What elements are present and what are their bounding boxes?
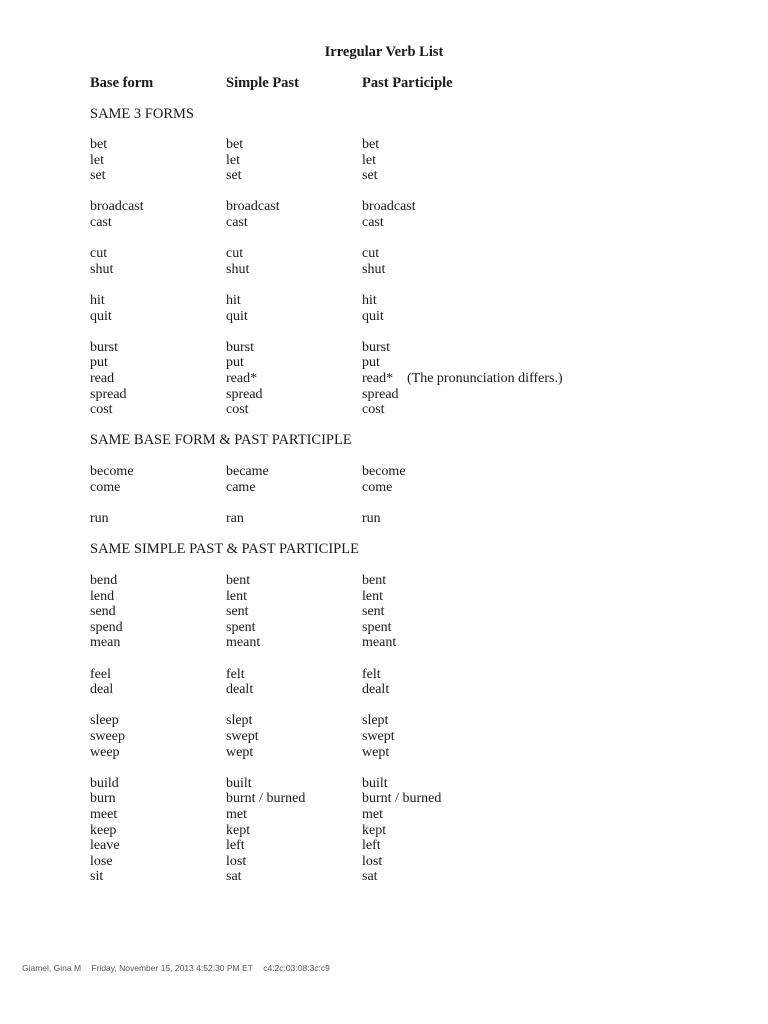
past-participle: set [362, 168, 378, 184]
base-form: bend [90, 573, 118, 588]
verb-row [0, 464, 768, 480]
page-title: Irregular Verb List [324, 44, 444, 60]
base-form: hit [90, 293, 105, 308]
verb-row [0, 807, 768, 823]
base-form: sit [90, 869, 104, 885]
simple-past: burst [226, 339, 254, 355]
simple-past: shut [226, 261, 250, 277]
header-base-form: Base form [90, 75, 154, 91]
past-participle: come [362, 479, 393, 495]
simple-past: spent [226, 619, 256, 635]
simple-past: came [226, 479, 256, 495]
past-participle: spread [362, 386, 399, 402]
simple-past: ran [226, 510, 244, 526]
header-simple-past: Simple Past [226, 75, 299, 91]
base-form: set [90, 168, 106, 184]
verb-row [0, 511, 768, 527]
verb-row [0, 340, 768, 356]
simple-past: built [226, 775, 252, 791]
past-participle: swept [362, 729, 395, 744]
simple-past: bent [226, 573, 251, 588]
base-form: sleep [90, 713, 119, 729]
base-form: lend [90, 588, 115, 604]
past-participle: left [362, 838, 381, 854]
past-participle: read* [362, 371, 394, 386]
past-participle: lent [362, 588, 383, 604]
base-form: lose [90, 853, 113, 869]
base-form: spread [90, 386, 127, 402]
verb-row [0, 791, 768, 807]
past-participle: bet [362, 137, 380, 152]
verb-row [0, 215, 768, 231]
simple-past: met [226, 807, 247, 822]
verb-row [0, 246, 768, 262]
base-form: put [90, 355, 108, 371]
past-participle: felt [362, 666, 381, 682]
base-form: bet [90, 137, 108, 152]
simple-past: cost [226, 402, 249, 418]
footer [22, 963, 338, 973]
simple-past: sat [226, 869, 242, 885]
verb-row [0, 137, 768, 153]
base-form: let [90, 152, 104, 168]
past-participle: burnt / burned [362, 791, 442, 807]
base-form: burn [90, 791, 116, 807]
simple-past: burnt / burned [226, 791, 306, 807]
verb-row [0, 168, 768, 184]
verb-row [0, 729, 768, 745]
past-participle: let [362, 152, 376, 168]
verb-row [0, 293, 768, 309]
base-form: feel [90, 666, 111, 682]
verb-row [0, 854, 768, 870]
simple-past: slept [226, 713, 253, 729]
base-form: send [90, 604, 116, 620]
simple-past: left [226, 838, 245, 854]
base-form: keep [90, 822, 117, 838]
base-form: become [90, 464, 134, 479]
base-form: sweep [90, 729, 125, 744]
verb-row [0, 153, 768, 169]
base-form: deal [90, 682, 114, 698]
past-participle: slept [362, 713, 389, 729]
past-participle: put [362, 355, 380, 371]
simple-past: dealt [226, 682, 254, 698]
base-form: burst [90, 339, 118, 355]
simple-past: lent [226, 588, 247, 604]
verb-row [0, 776, 768, 792]
section-heading: SAME 3 FORMS [90, 106, 194, 122]
footer-name: Giamel, Gina M [22, 963, 82, 973]
base-form: cost [90, 402, 113, 418]
base-form: leave [90, 838, 120, 854]
verb-row [0, 713, 768, 729]
simple-past: broadcast [226, 199, 280, 215]
base-form: meet [90, 807, 118, 822]
simple-past: felt [226, 666, 245, 682]
past-participle: lost [362, 853, 383, 869]
verb-row [0, 371, 768, 387]
simple-past: spread [226, 386, 263, 402]
verb-row [0, 667, 768, 683]
past-participle: hit [362, 293, 377, 308]
past-participle: run [362, 510, 381, 526]
verb-row [0, 402, 768, 418]
verb-row [0, 823, 768, 839]
base-form: broadcast [90, 199, 144, 215]
base-form: shut [90, 261, 114, 277]
pronunciation-note: (The pronunciation differs.) [407, 371, 563, 386]
simple-past: hit [226, 293, 241, 308]
past-participle: broadcast [362, 199, 416, 215]
base-form: come [90, 479, 121, 495]
simple-past: swept [226, 729, 259, 744]
header-past-participle: Past Participle [362, 75, 453, 91]
verb-row [0, 635, 768, 651]
simple-past: put [226, 355, 244, 371]
past-participle: sat [362, 869, 378, 885]
verb-row [0, 573, 768, 589]
base-form: spend [90, 619, 123, 635]
base-form: build [90, 775, 119, 791]
section-heading: SAME BASE FORM & PAST PARTICIPLE [90, 432, 352, 448]
simple-past: cut [226, 246, 244, 262]
footer-code: c4:2c:03:08:3c:c9 [263, 963, 330, 973]
past-participle: burst [362, 339, 390, 355]
verb-row [0, 620, 768, 636]
verb-row [0, 604, 768, 620]
base-form: run [90, 510, 109, 526]
simple-past: wept [226, 744, 254, 760]
past-participle: shut [362, 261, 386, 277]
simple-past: kept [226, 822, 251, 838]
verb-row [0, 480, 768, 496]
simple-past: cast [226, 215, 248, 230]
simple-past: set [226, 168, 242, 184]
simple-past: lost [226, 853, 247, 869]
verb-row [0, 589, 768, 605]
verb-row [0, 682, 768, 698]
base-form: cast [90, 215, 112, 230]
past-participle: cut [362, 246, 380, 262]
verb-row [0, 387, 768, 403]
past-participle: wept [362, 744, 390, 760]
footer-datetime: Friday, November 15, 2013 4:52:30 PM ET [91, 963, 253, 973]
past-participle: built [362, 775, 388, 791]
simple-past: became [226, 464, 269, 479]
simple-past: sent [226, 604, 249, 620]
simple-past: let [226, 152, 240, 168]
verb-row [0, 838, 768, 854]
simple-past: bet [226, 137, 244, 152]
verb-row [0, 199, 768, 215]
past-participle: bent [362, 573, 387, 588]
past-participle: become [362, 464, 406, 479]
simple-past: read* [226, 371, 258, 386]
past-participle: cost [362, 402, 385, 418]
simple-past: quit [226, 308, 248, 324]
past-participle: kept [362, 822, 387, 838]
verb-row [0, 745, 768, 761]
past-participle: sent [362, 604, 385, 620]
simple-past: meant [226, 635, 261, 651]
base-form: cut [90, 246, 108, 262]
section-heading: SAME SIMPLE PAST & PAST PARTICIPLE [90, 541, 359, 557]
base-form: mean [90, 635, 121, 651]
past-participle: dealt [362, 682, 390, 698]
past-participle: quit [362, 308, 384, 324]
verb-row [0, 309, 768, 325]
base-form: weep [90, 744, 120, 760]
base-form: quit [90, 308, 112, 324]
base-form: read [90, 371, 115, 386]
verb-row [0, 355, 768, 371]
past-participle: spent [362, 619, 392, 635]
past-participle: met [362, 807, 383, 822]
past-participle: meant [362, 635, 397, 651]
verb-row [0, 262, 768, 278]
verb-row [0, 869, 768, 885]
past-participle: cast [362, 215, 384, 230]
